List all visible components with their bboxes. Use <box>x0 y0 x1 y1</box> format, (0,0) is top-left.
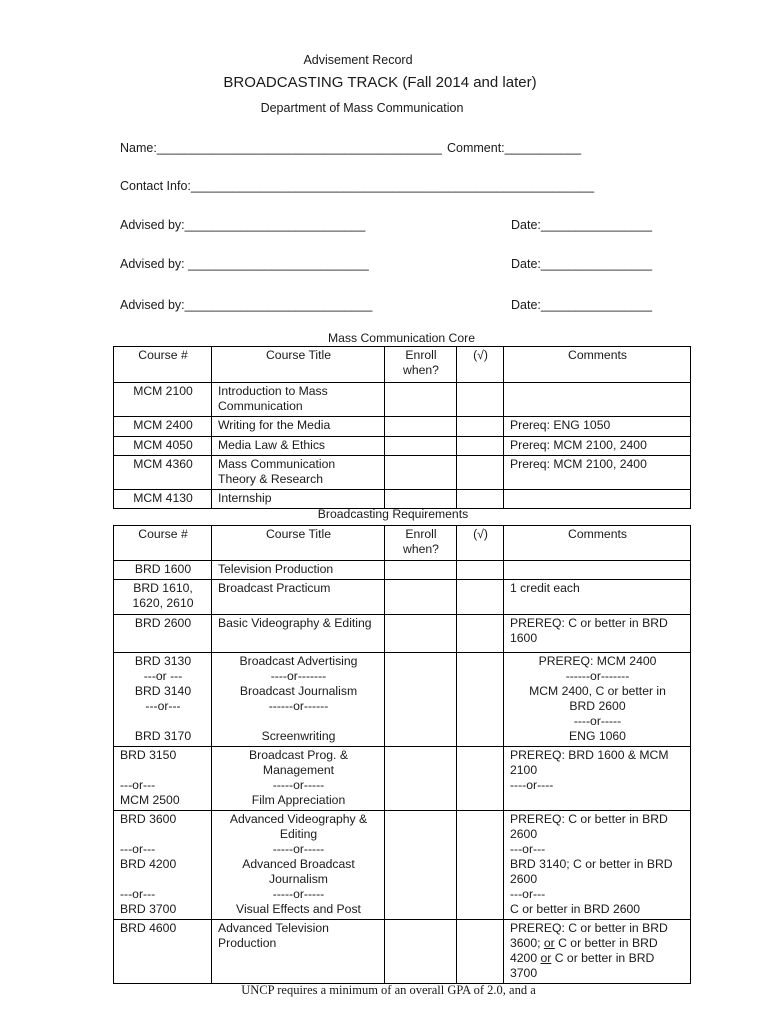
course-number: BRD 2600 <box>114 615 212 653</box>
course-title: Mass Communication Theory & Research <box>212 456 385 490</box>
enroll-cell[interactable] <box>385 747 457 811</box>
course-title: Basic Videography & Editing <box>212 615 385 653</box>
record-label: Advisement Record <box>303 53 413 67</box>
course-number: BRD 3600 ---or--- BRD 4200 ---or--- BRD 3700 <box>114 811 212 920</box>
comment-cell <box>504 561 691 580</box>
table-row <box>114 811 691 920</box>
enroll-cell[interactable] <box>385 417 457 437</box>
comment-cell: Prereq: MCM 2100, 2400 <box>504 437 691 456</box>
footer-note: UNCP requires a minimum of an overall GPA of 2.0, and a <box>241 983 536 997</box>
course-number: BRD 1610, 1620, 2610 <box>114 580 212 615</box>
table-row <box>114 417 691 437</box>
check-cell[interactable] <box>457 580 504 615</box>
course-number: MCM 4050 <box>114 437 212 456</box>
comment-field[interactable]: Comment:___________ <box>447 141 582 155</box>
course-title: Broadcast Practicum <box>212 580 385 615</box>
check-cell[interactable] <box>457 383 504 417</box>
advised-by-field-3[interactable]: Advised by:___________________________ <box>120 298 373 312</box>
brd-table-caption: Broadcasting Requirements <box>317 507 469 521</box>
course-title: Writing for the Media <box>212 417 385 437</box>
check-cell[interactable] <box>457 747 504 811</box>
contact-info-field[interactable]: Contact Info:__________________________________________________________ <box>120 179 595 193</box>
col-header-comments: Comments <box>504 347 691 383</box>
comment-cell <box>504 920 691 984</box>
col-header-title: Course Title <box>212 526 385 561</box>
comment-cell: PREREQ: C or better in BRD 2600 ---or--- BRD 3140; C or better in BRD 2600 ---or--- C or better in BRD 2600 <box>504 811 691 920</box>
department-label: Department of Mass Communication <box>260 101 464 115</box>
table-row <box>114 615 691 653</box>
course-number: MCM 4360 <box>114 456 212 490</box>
course-title: Advanced Videography & Editing -----or----- Advanced Broadcast Journalism -----or----- Visual Effects and Post <box>212 811 385 920</box>
check-cell[interactable] <box>457 920 504 984</box>
course-title: Advanced Television Production <box>212 920 385 984</box>
core-table-caption: Mass Communication Core <box>328 331 475 345</box>
enroll-cell[interactable] <box>385 615 457 653</box>
check-cell[interactable] <box>457 811 504 920</box>
check-cell[interactable] <box>457 653 504 747</box>
check-cell[interactable] <box>457 615 504 653</box>
table-row <box>114 920 691 984</box>
course-number: MCM 2400 <box>114 417 212 437</box>
comment-cell: Prereq: MCM 2100, 2400 <box>504 456 691 490</box>
table-row <box>114 561 691 580</box>
table-row <box>114 456 691 490</box>
course-title: Introduction to Mass Communication <box>212 383 385 417</box>
check-cell[interactable] <box>457 456 504 490</box>
enroll-cell[interactable] <box>385 456 457 490</box>
table-row <box>114 490 691 509</box>
table-row <box>114 580 691 615</box>
brd-table <box>113 525 691 984</box>
table-row <box>114 383 691 417</box>
course-number: BRD 3130 ---or --- BRD 3140 ---or--- BRD 3170 <box>114 653 212 747</box>
enroll-cell[interactable] <box>385 811 457 920</box>
enroll-cell[interactable] <box>385 920 457 984</box>
course-number: BRD 3150 ---or--- MCM 2500 <box>114 747 212 811</box>
name-field[interactable]: Name:_________________________________________ <box>120 141 442 155</box>
date-field-1[interactable]: Date:________________ <box>511 218 653 232</box>
check-cell[interactable] <box>457 490 504 509</box>
comment-cell: PREREQ: MCM 2400 ------or------- MCM 2400, C or better in BRD 2600 ----or----- ENG 1060 <box>504 653 691 747</box>
course-number: MCM 4130 <box>114 490 212 509</box>
check-cell[interactable] <box>457 417 504 437</box>
enroll-cell[interactable] <box>385 437 457 456</box>
or-underlined: or <box>543 936 555 950</box>
prereq-text: C or better in BRD 4200 <box>510 936 658 965</box>
enroll-cell[interactable] <box>385 653 457 747</box>
core-header-row <box>114 347 691 383</box>
check-cell[interactable] <box>457 561 504 580</box>
course-title: Broadcast Advertising ----or------- Broadcast Journalism ------or------ Screenwriting <box>212 653 385 747</box>
page-title: BROADCASTING TRACK (Fall 2014 and later) <box>223 74 537 91</box>
comment-cell: PREREQ: C or better in BRD 1600 <box>504 615 691 653</box>
course-title: Internship <box>212 490 385 509</box>
enroll-cell[interactable] <box>385 561 457 580</box>
table-row <box>114 653 691 747</box>
prereq-text: C or better in BRD 3700 <box>510 951 655 980</box>
enroll-cell[interactable] <box>385 490 457 509</box>
check-cell[interactable] <box>457 437 504 456</box>
col-header-enroll: Enroll when? <box>385 526 457 561</box>
col-header-check: (√) <box>457 347 504 383</box>
col-header-course: Course # <box>114 526 212 561</box>
col-header-course: Course # <box>114 347 212 383</box>
col-header-enroll: Enroll when? <box>385 347 457 383</box>
advised-by-field-2[interactable]: Advised by: __________________________ <box>120 257 369 271</box>
col-header-check: (√) <box>457 526 504 561</box>
comment-cell: Prereq: ENG 1050 <box>504 417 691 437</box>
date-field-2[interactable]: Date:________________ <box>511 257 653 271</box>
comment-cell <box>504 490 691 509</box>
course-number: BRD 1600 <box>114 561 212 580</box>
enroll-cell[interactable] <box>385 580 457 615</box>
course-title: Television Production <box>212 561 385 580</box>
col-header-title: Course Title <box>212 347 385 383</box>
prereq-text: PREREQ: C or better in BRD 3600; <box>510 921 668 950</box>
table-row <box>114 437 691 456</box>
course-number: MCM 2100 <box>114 383 212 417</box>
course-number: BRD 4600 <box>114 920 212 984</box>
brd-header-row <box>114 526 691 561</box>
course-title: Media Law & Ethics <box>212 437 385 456</box>
comment-cell: PREREQ: BRD 1600 & MCM 2100 ----or---- <box>504 747 691 811</box>
core-table <box>113 346 691 509</box>
course-title: Broadcast Prog. & Management -----or----- Film Appreciation <box>212 747 385 811</box>
advised-by-field-1[interactable]: Advised by:__________________________ <box>120 218 366 232</box>
comment-cell <box>504 383 691 417</box>
comment-cell: 1 credit each <box>504 580 691 615</box>
col-header-comments: Comments <box>504 526 691 561</box>
table-row <box>114 747 691 811</box>
date-field-3[interactable]: Date:________________ <box>511 298 653 312</box>
enroll-cell[interactable] <box>385 383 457 417</box>
or-underlined: or <box>540 951 552 965</box>
